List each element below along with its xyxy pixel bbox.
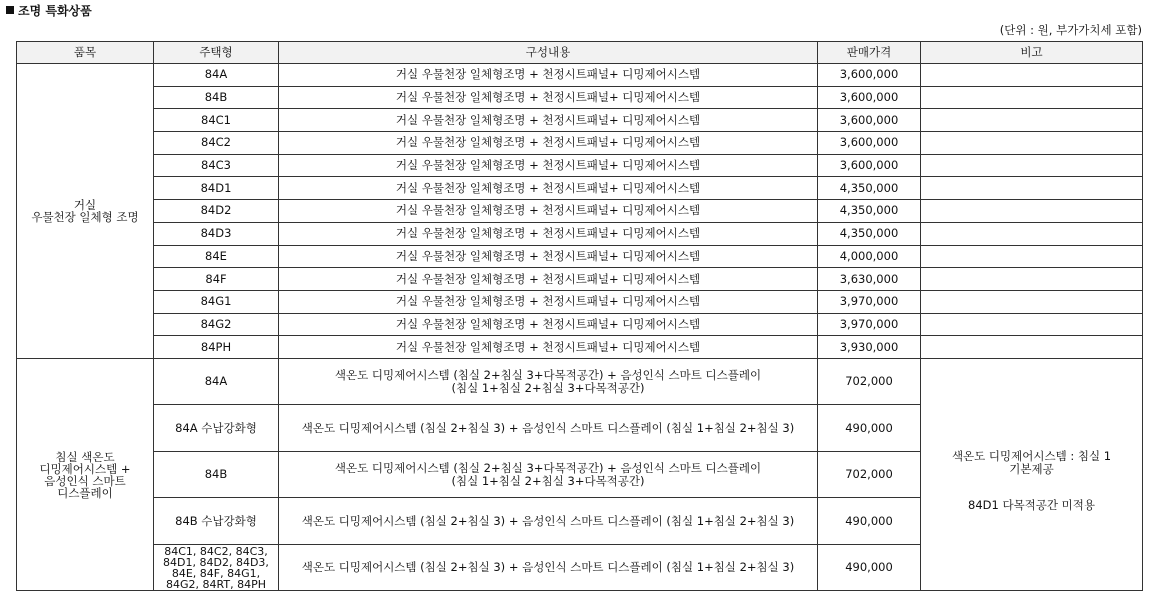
note-cell	[921, 245, 1143, 268]
table-row	[17, 109, 1143, 132]
price-cell: 4,350,000	[818, 222, 921, 245]
content-cell: 거실 우물천장 일체형조명 + 천정시트패널+ 디밍제어시스템	[279, 313, 818, 336]
note-cell	[921, 290, 1143, 313]
price-cell: 490,000	[818, 498, 921, 545]
header-item: 품목	[17, 42, 154, 64]
type-cell: 84B	[154, 86, 279, 109]
note-cell	[921, 336, 1143, 359]
table-row	[17, 154, 1143, 177]
price-cell: 3,600,000	[818, 109, 921, 132]
type-cell: 84G1	[154, 290, 279, 313]
section-title	[6, 2, 92, 19]
note-cell-bedroom	[921, 358, 1143, 591]
type-cell: 84C3	[154, 154, 279, 177]
note-line-2: 84D1 다목적공간 미적용	[968, 498, 1095, 513]
note-cell	[921, 200, 1143, 223]
table-row	[17, 268, 1143, 291]
category-bedroom-lighting: 침실 색온도 디밍제어시스템 + 음성인식 스마트 디스플레이	[17, 358, 154, 591]
type-cell: 84C1	[154, 109, 279, 132]
note-cell	[921, 86, 1143, 109]
table-row	[17, 86, 1143, 109]
content-cell: 거실 우물천장 일체형조명 + 천정시트패널+ 디밍제어시스템	[279, 64, 818, 87]
content-cell: 거실 우물천장 일체형조명 + 천정시트패널+ 디밍제어시스템	[279, 154, 818, 177]
lighting-products-table	[16, 41, 1143, 591]
note-cell	[921, 222, 1143, 245]
note-cell	[921, 64, 1143, 87]
note-cell	[921, 313, 1143, 336]
header-note: 비고	[921, 42, 1143, 64]
price-cell: 3,600,000	[818, 64, 921, 87]
table-row	[17, 336, 1143, 359]
type-cell: 84G2	[154, 313, 279, 336]
type-cell: 84E	[154, 245, 279, 268]
table-row	[17, 222, 1143, 245]
content-cell: 거실 우물천장 일체형조명 + 천정시트패널+ 디밍제어시스템	[279, 245, 818, 268]
section-title-text: 조명 특화상품	[18, 4, 92, 18]
table-row	[17, 313, 1143, 336]
type-cell: 84A	[154, 64, 279, 87]
price-cell: 490,000	[818, 544, 921, 591]
note-cell	[921, 109, 1143, 132]
content-cell: 색온도 디밍제어시스템 (침실 2+침실 3+다목적공간) + 음성인식 스마트 디스플레이 (침실 1+침실 2+침실 3+다목적공간)	[279, 358, 818, 405]
category-living-lighting: 거실 우물천장 일체형 조명	[17, 64, 154, 359]
content-cell: 색온도 디밍제어시스템 (침실 2+침실 3) + 음성인식 스마트 디스플레이 (침실 1+침실 2+침실 3)	[279, 544, 818, 591]
content-cell: 거실 우물천장 일체형조명 + 천정시트패널+ 디밍제어시스템	[279, 109, 818, 132]
note-cell	[921, 154, 1143, 177]
type-cell: 84D3	[154, 222, 279, 245]
type-cell: 84B 수납강화형	[154, 498, 279, 545]
type-cell: 84PH	[154, 336, 279, 359]
note-cell	[921, 268, 1143, 291]
table-row	[17, 177, 1143, 200]
unit-note: (단위 : 원, 부가가치세 포함)	[999, 23, 1142, 37]
content-cell: 거실 우물천장 일체형조명 + 천정시트패널+ 디밍제어시스템	[279, 290, 818, 313]
price-cell: 3,970,000	[818, 290, 921, 313]
type-cell: 84C2	[154, 132, 279, 155]
note-line-1: 색온도 디밍제어시스템 : 침실 1 기본제공	[951, 449, 1112, 477]
price-cell: 3,930,000	[818, 336, 921, 359]
price-cell: 4,000,000	[818, 245, 921, 268]
price-cell: 4,350,000	[818, 177, 921, 200]
type-cell: 84A 수납강화형	[154, 405, 279, 452]
price-cell: 702,000	[818, 358, 921, 405]
price-cell: 702,000	[818, 451, 921, 498]
price-cell: 3,600,000	[818, 86, 921, 109]
content-cell: 거실 우물천장 일체형조명 + 천정시트패널+ 디밍제어시스템	[279, 132, 818, 155]
content-cell: 거실 우물천장 일체형조명 + 천정시트패널+ 디밍제어시스템	[279, 200, 818, 223]
table-row	[17, 290, 1143, 313]
table-row	[17, 245, 1143, 268]
header-type: 주택형	[154, 42, 279, 64]
type-cell: 84D2	[154, 200, 279, 223]
note-cell	[921, 177, 1143, 200]
type-cell: 84B	[154, 451, 279, 498]
price-cell: 490,000	[818, 405, 921, 452]
content-cell: 색온도 디밍제어시스템 (침실 2+침실 3) + 음성인식 스마트 디스플레이 (침실 1+침실 2+침실 3)	[279, 405, 818, 452]
type-cell: 84D1	[154, 177, 279, 200]
content-cell: 거실 우물천장 일체형조명 + 천정시트패널+ 디밍제어시스템	[279, 336, 818, 359]
content-cell: 거실 우물천장 일체형조명 + 천정시트패널+ 디밍제어시스템	[279, 268, 818, 291]
content-cell: 거실 우물천장 일체형조명 + 천정시트패널+ 디밍제어시스템	[279, 177, 818, 200]
price-cell: 3,970,000	[818, 313, 921, 336]
type-cell: 84A	[154, 358, 279, 405]
price-cell: 4,350,000	[818, 200, 921, 223]
table-row	[17, 64, 1143, 87]
type-cell: 84F	[154, 268, 279, 291]
square-bullet-icon	[6, 6, 14, 14]
price-cell: 3,600,000	[818, 132, 921, 155]
content-cell: 색온도 디밍제어시스템 (침실 2+침실 3) + 음성인식 스마트 디스플레이 (침실 1+침실 2+침실 3)	[279, 498, 818, 545]
price-cell: 3,600,000	[818, 154, 921, 177]
type-cell: 84C1, 84C2, 84C3, 84D1, 84D2, 84D3, 84E, 84F, 84G1, 84G2, 84RT, 84PH	[154, 544, 279, 591]
content-cell: 색온도 디밍제어시스템 (침실 2+침실 3+다목적공간) + 음성인식 스마트 디스플레이 (침실 1+침실 2+침실 3+다목적공간)	[279, 451, 818, 498]
price-cell: 3,630,000	[818, 268, 921, 291]
table-row	[17, 358, 1143, 405]
header-content: 구성내용	[279, 42, 818, 64]
header-price: 판매가격	[818, 42, 921, 64]
content-cell: 거실 우물천장 일체형조명 + 천정시트패널+ 디밍제어시스템	[279, 222, 818, 245]
table-header-row	[17, 42, 1143, 64]
content-cell: 거실 우물천장 일체형조명 + 천정시트패널+ 디밍제어시스템	[279, 86, 818, 109]
note-cell	[921, 132, 1143, 155]
table-row	[17, 132, 1143, 155]
table-row	[17, 200, 1143, 223]
